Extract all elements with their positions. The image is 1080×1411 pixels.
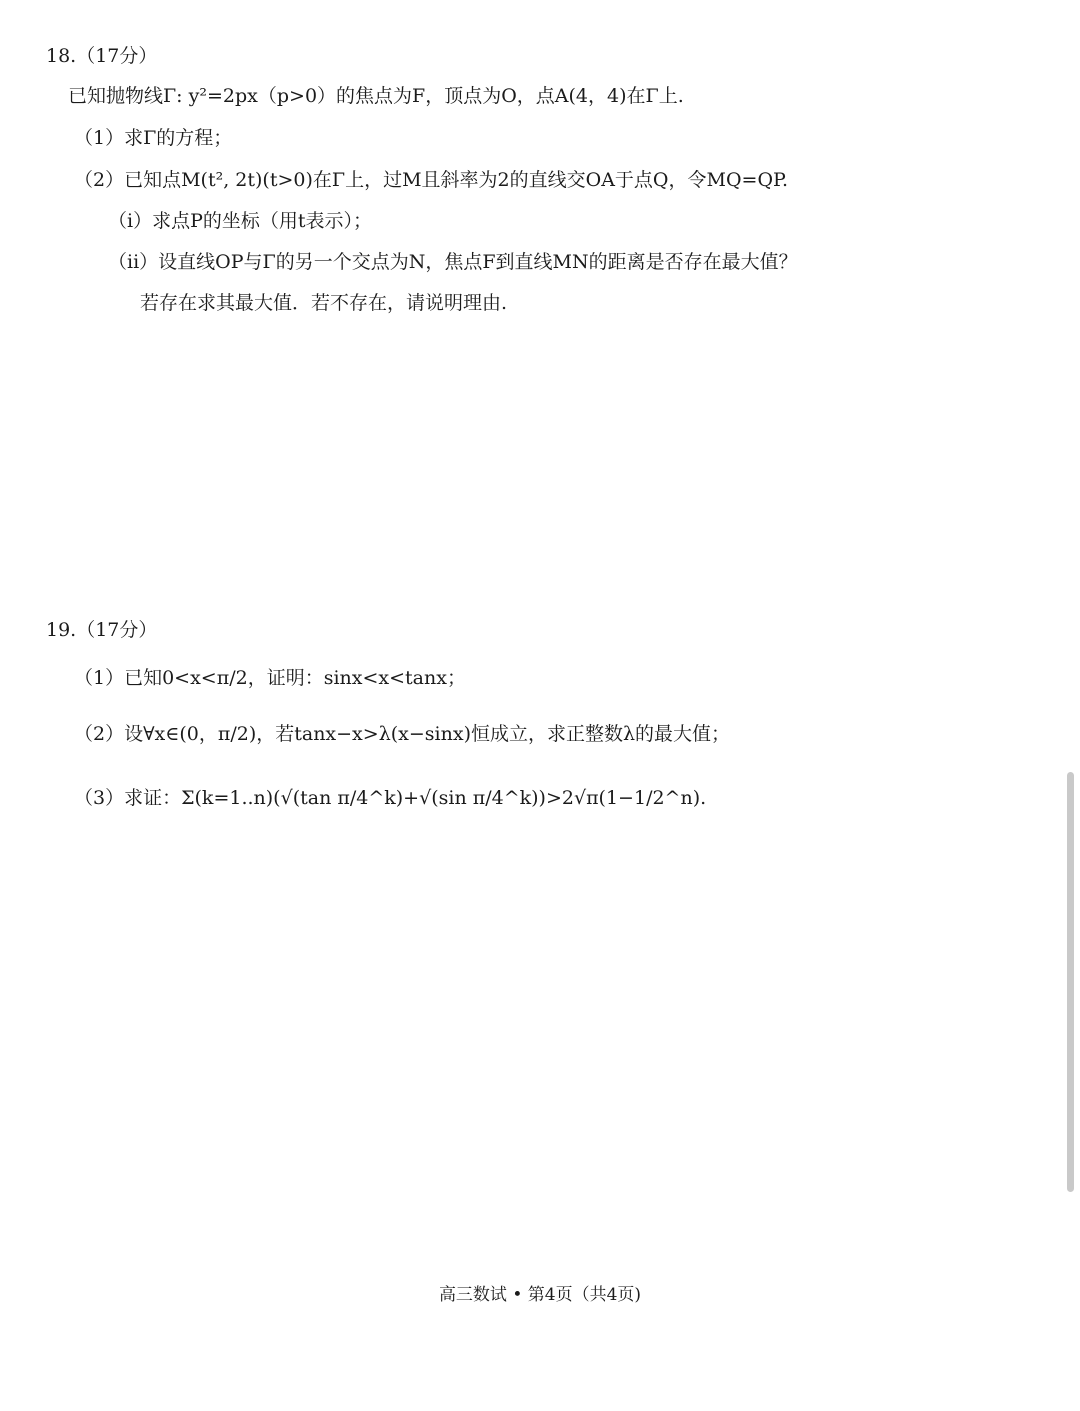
- q18-part2-i: （i）求点P的坐标（用t表示）；: [108, 210, 372, 232]
- q18-intro: 已知抛物线Γ: y²=2px（p>0）的焦点为F，顶点为O，点A(4，4)在Γ上.: [68, 85, 684, 107]
- q19-part1: （1）已知0<x<π/2，证明：sinx<x<tanx；: [74, 667, 466, 689]
- q18-part1: （1）求Γ的方程；: [74, 127, 233, 149]
- q19-header: 19.（17分）: [46, 619, 158, 641]
- q18-part2: （2）已知点M(t², 2t)(t>0)在Γ上，过M且斜率为2的直线交OA于点Q，令MQ=QP.: [74, 169, 788, 191]
- q19-part2: （2）设∀x∈(0，π/2)，若tanx−x>λ(x−sinx)恒成立，求正整数λ的最大值；: [74, 723, 731, 745]
- vertical-scrollbar[interactable]: [1067, 772, 1074, 1192]
- q18-part2-ii-continued: 若存在求其最大值．若不存在，请说明理由.: [140, 292, 508, 314]
- q18-header: 18.（17分）: [46, 45, 158, 67]
- page-footer: 高三数试 • 第4页（共4页): [438, 1285, 642, 1305]
- q19-part3: （3）求证：Σ(k=1..n)(√(tan π/4^k)+√(sin π/4^k))>2√π(1−1/2^n).: [74, 787, 707, 809]
- q18-part2-ii: （ii）设直线OP与Γ的另一个交点为N，焦点F到直线MN的距离是否存在最大值？: [108, 251, 798, 273]
